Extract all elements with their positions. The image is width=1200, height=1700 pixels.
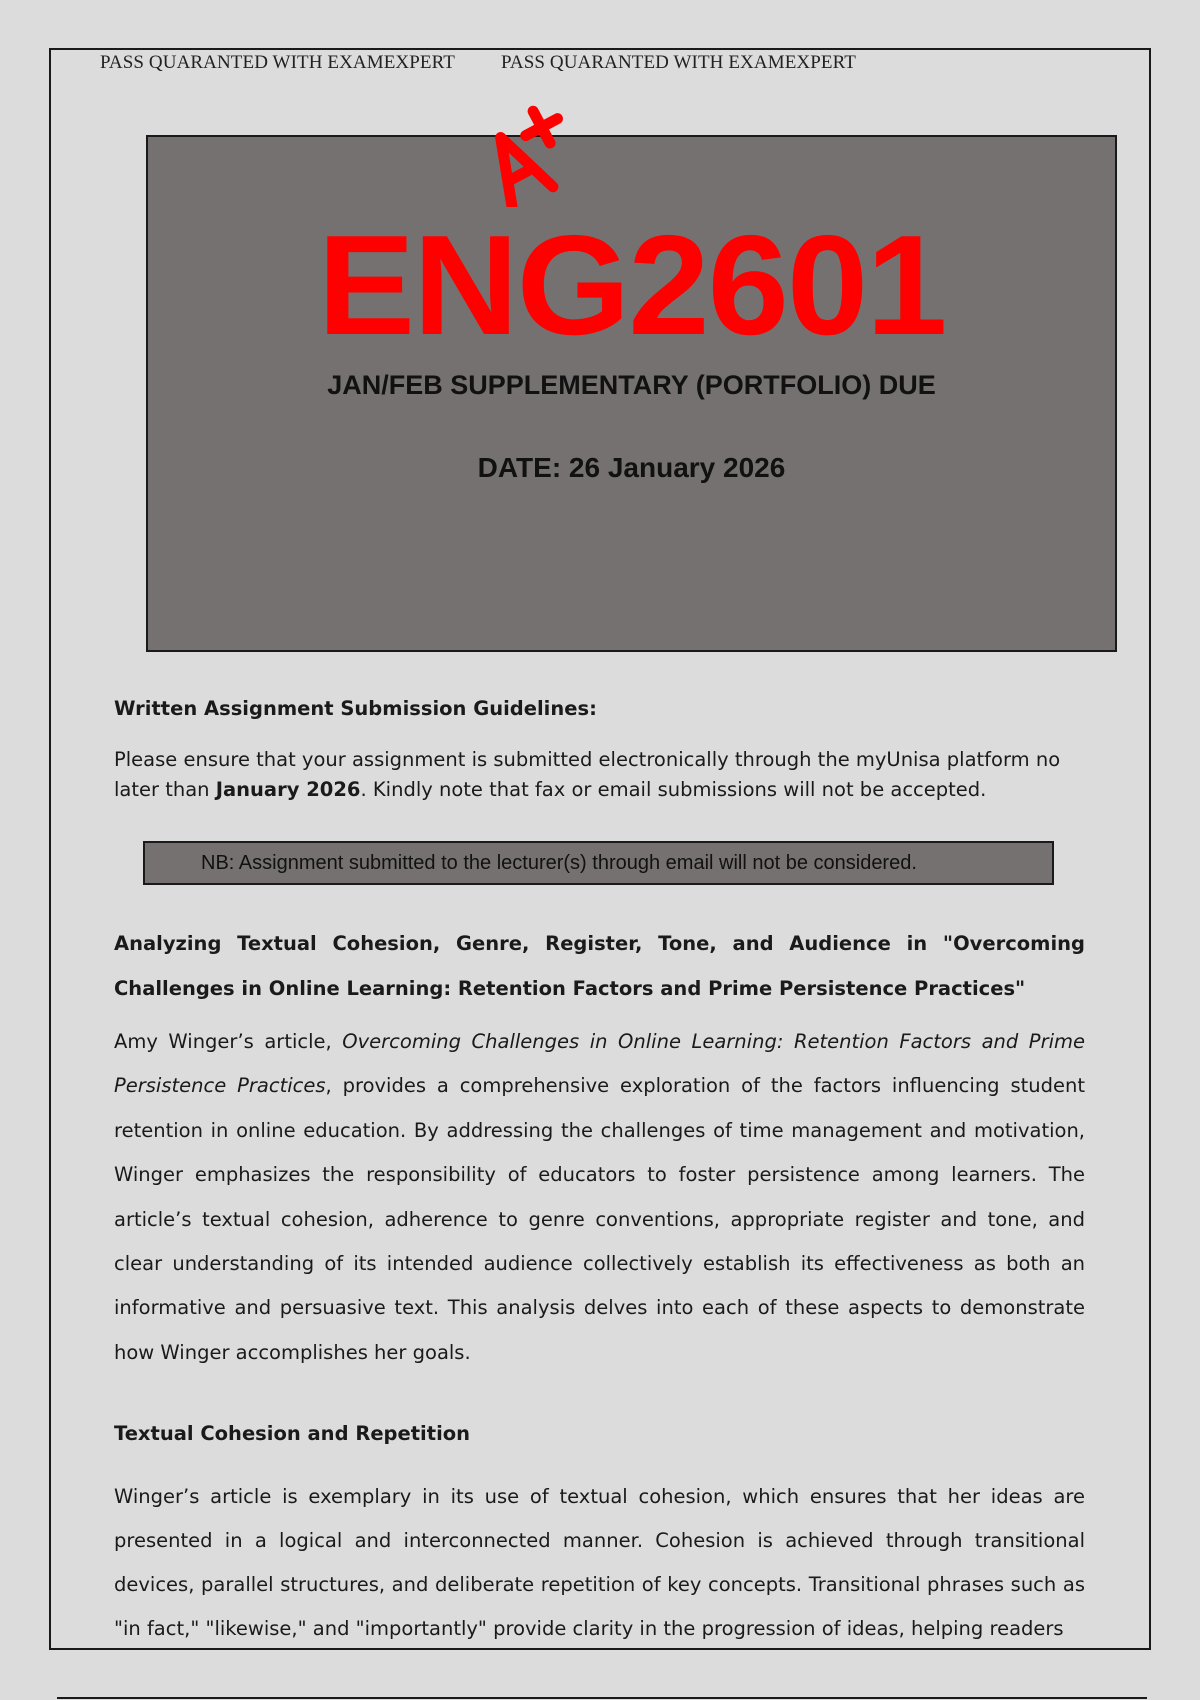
cover-subtitle: JAN/FEB SUPPLEMENTARY (PORTFOLIO) DUE <box>327 370 936 400</box>
course-code: ENG2601 <box>317 206 946 365</box>
article-heading: Analyzing Textual Cohesion, Genre, Register, Tone, and Audience in "Overcoming Challenges in Online Learning: Retention Factors and Prime Persistence Practices" <box>114 932 1085 1000</box>
intro-text-2: , provides a comprehensive exploration of the factors influencing student retention in online education. By addressing the challenges of time management and motivation, Winger emphasizes the responsibility of educators to foster persistence among learners. The article’s textual cohesion, adherence to genre conventions, appropriate register and tone, and clear understanding of its intended audience collectively establish its effectiveness as both an informative and persuasive text. This analysis delves into each of these aspects to demonstrate how Winger accomplishes her goals. <box>114 1074 1085 1364</box>
watermark-header <box>100 52 856 74</box>
footer-divider <box>57 1697 1147 1699</box>
cohesion-heading: Textual Cohesion and Repetition <box>114 1422 471 1445</box>
cohesion-paragraph: Winger’s article is exemplary in its use of textual cohesion, which ensures that her ideas are presented in a logical and interconnected manner. Cohesion is achieved through transitional devices, parallel structures, and deliberate repetition of key concepts. Transitional phrases such as "in fact," "likewise," and "importantly" provide clarity in the progression of ideas, helping readers <box>114 1485 1085 1640</box>
guidelines-heading: Written Assignment Submission Guidelines: <box>114 697 597 720</box>
guidelines-text-2: . Kindly note that fax or email submissions will not be accepted. <box>360 778 987 801</box>
grade-mark-graphic <box>468 97 588 207</box>
intro-text-1: Amy Winger’s article, <box>114 1030 343 1053</box>
guidelines-deadline: January 2026 <box>215 778 361 801</box>
cover-box <box>146 135 1117 652</box>
grade-crossbar <box>508 168 533 181</box>
grade-mark <box>468 97 588 207</box>
header-text-right: PASS QUARANTED WITH EXAMEXPERT <box>500 52 856 73</box>
notice-box: NB: Assignment submitted to the lecturer(s) through email will not be considered. <box>143 841 1054 885</box>
guidelines-text-1: Please ensure that your assignment is submitted electronically through the myUnisa platform no later than <box>114 748 1061 801</box>
guidelines-paragraph <box>114 745 1085 805</box>
article-intro-paragraph <box>114 1020 1085 1375</box>
due-date: DATE: 26 January 2026 <box>477 452 786 483</box>
header-text-left: PASS QUARANTED WITH EXAMEXPERT <box>100 52 455 73</box>
grade-plus <box>517 103 566 152</box>
article-title-italic: Overcoming Challenges in Online Learning: Retention Factors and Prime Persistence Practices <box>114 1030 1085 1098</box>
